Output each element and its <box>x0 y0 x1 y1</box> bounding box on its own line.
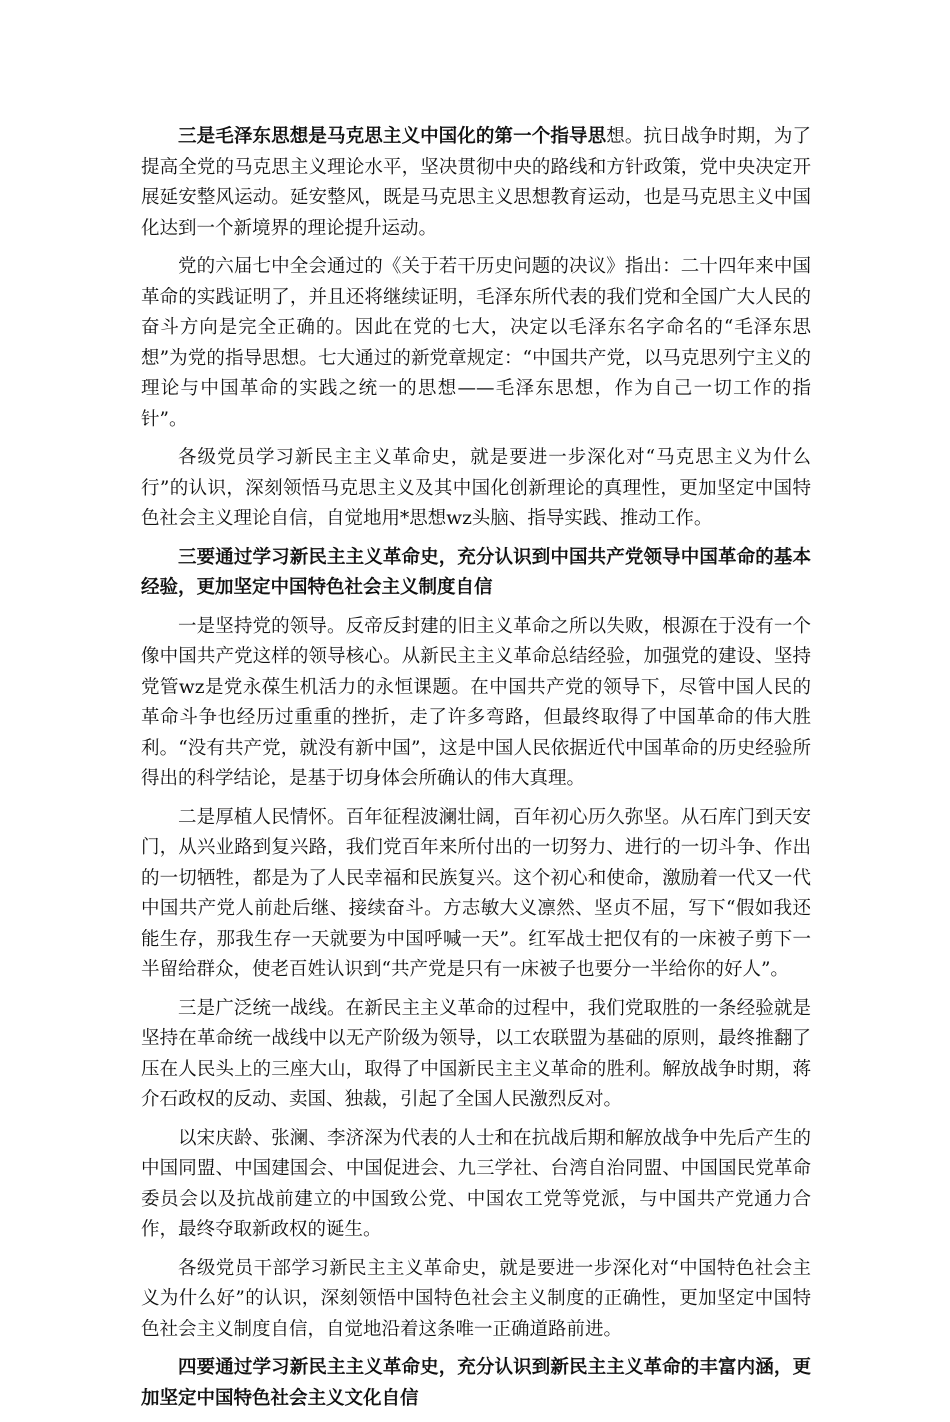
paragraph-system-confidence: 各级党员干部学习新民主主义革命史，就是要进一步深化对“中国特色社会主义为什么好”的认识，深刻领悟中国特色社会主义制度的正确性，更加坚定中国特色社会主义制度自信，自觉地沿着这条唯一正确道路前进。 <box>141 1257 811 1340</box>
paragraph-marxism-why: 各级党员学习新民主主义革命史，就是要进一步深化对“马克思主义为什么行”的认识，深刻领悟马克思主义及其中国化创新理论的真理性，更加坚定中国特色社会主义理论自信，自觉地用*思想wz头脑、指导实践、推动工作。 <box>141 447 811 529</box>
section-heading-three: 三要通过学习新民主主义革命史，充分认识到中国共产党领导中国革命的基本经验，更加坚定中国特色社会主义制度自信 <box>141 546 811 598</box>
paragraph-united-front: 三是广泛统一战线。在新民主主义革命的过程中，我们党取胜的一条经验就是坚持在革命统一战线中以无产阶级为领导，以工农联盟为基础的原则，最终推翻了压在人民头上的三座大山，取得了中国新民主主义革命的胜利。解放战争时期，蒋介石政权的反动、卖国、独裁，引起了全国人民激烈反对。 <box>141 997 811 1110</box>
paragraph-people: 二是厚植人民情怀。百年征程波澜壮阔，百年初心历久弥坚。从石库门到天安门，从兴业路到复兴路，我们党百年来所付出的一切努力、进行的一切斗争、作出的一切牺牲，都是为了人民幸福和民族复兴。这个初心和使命，激励着一代又一代中国共产党人前赴后继、接续奋斗。方志敏大义凛然、坚贞不屈，写下“假如我还能生存，那我生存一天就要为中国呼喊一天”。红军战士把仅有的一床被子剪下一半留给群众，使老百姓认识到“共产党是只有一床被子也要分一半给你的好人”。 <box>141 806 811 980</box>
paragraph-resolution: 党的六届七中全会通过的《关于若干历史问题的决议》指出：二十四年来中国革命的实践证明了，并且还将继续证明，毛泽东所代表的我们党和全国广大人民的奋斗方向是完全正确的。因此在党的七大，决定以毛泽东名字命名的“毛泽东思想”为党的指导思想。七大通过的新党章规定：“中国共产党，以马克思列宁主义的理论与中国革命的实践之统一的思想——毛泽东思想，作为自己一切工作的指针”。 <box>141 256 811 430</box>
paragraph-lead: 三是毛泽东思想是马克思主义中国化的第一个指导思 <box>178 126 607 147</box>
document-body <box>141 122 811 1422</box>
paragraph-party-leadership: 一是坚持党的领导。反帝反封建的旧主义革命之所以失败，根源在于没有一个像中国共产党这样的领导核心。从新民主主义革命总结经验，加强党的建设、坚持党管wz是党永葆生机活力的永恒课题。在中国共产党的领导下，尽管中国人民的革命斗争也经历过重重的挫折，走了许多弯路，但最终取得了中国革命的伟大胜利。“没有共产党，就没有新中国”，这是中国人民依据近代中国革命的历史经验所得出的科学结论，是基于切身体会所确认的伟大真理。 <box>141 615 811 789</box>
paragraph-mao-thought <box>141 122 811 244</box>
section-heading-four: 四要通过学习新民主主义革命史，充分认识到新民主主义革命的丰富内涵，更加坚定中国特色社会主义文化自信 <box>141 1357 811 1409</box>
paragraph-text: 想。抗日战争时期，为了提高全党的马克思主义理论水平，坚决贯彻中央的路线和方针政策，党中央决定开展延安整风运动。延安整风，既是马克思主义思想教育运动，也是马克思主义中国化达到一个新境界的理论提升运动。 <box>141 126 811 239</box>
paragraph-democratic-parties: 以宋庆龄、张澜、李济深为代表的人士和在抗战后期和解放战争中先后产生的中国同盟、中国建国会、中国促进会、九三学社、台湾自治同盟、中国国民党革命委员会以及抗战前建立的中国致公党、中国农工党等党派，与中国共产党通力合作，最终夺取新政权的诞生。 <box>141 1127 811 1240</box>
